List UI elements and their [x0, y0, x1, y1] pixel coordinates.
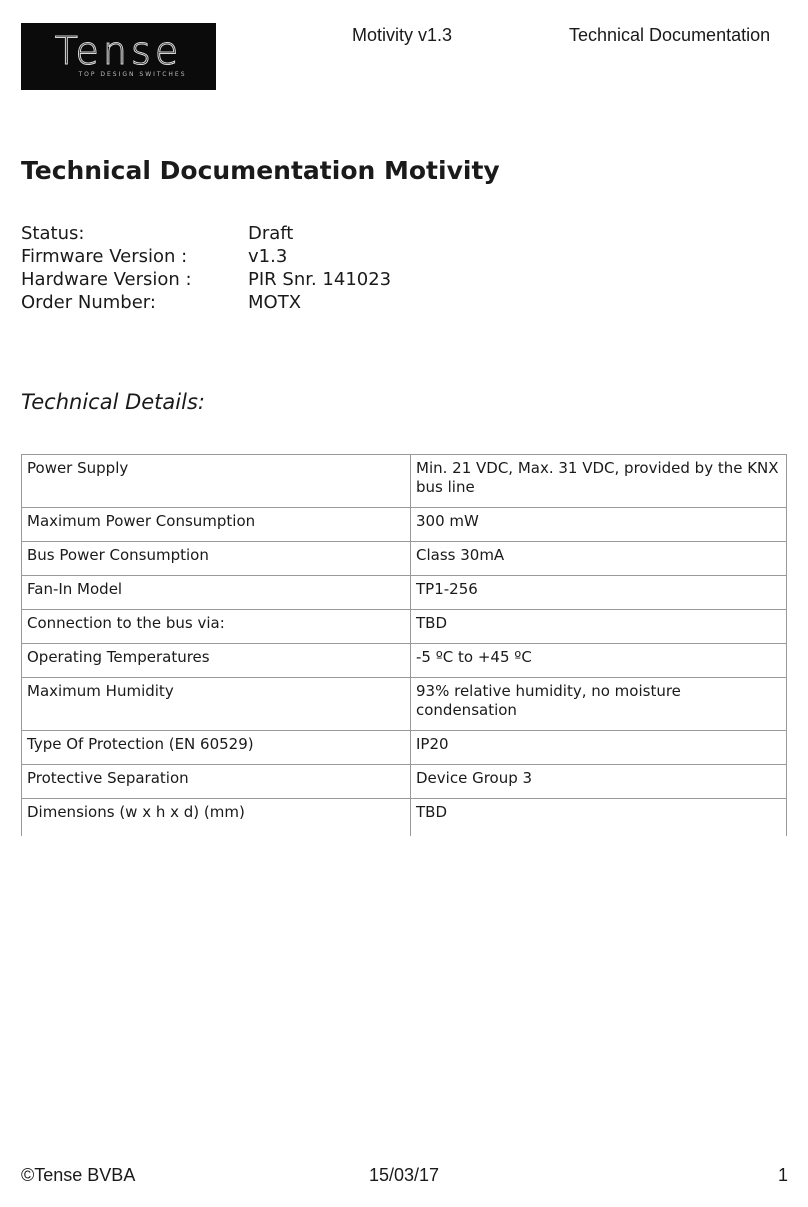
meta-value: Draft — [248, 223, 294, 244]
spec-value: -5 ºC to +45 ºC — [411, 644, 787, 678]
header-doc-type: Technical Documentation — [569, 25, 771, 45]
spec-label: Fan-In Model — [22, 576, 411, 610]
meta-value: v1.3 — [248, 246, 288, 267]
spec-value: 93% relative humidity, no moisture condensation — [411, 678, 787, 731]
table-row — [22, 455, 787, 508]
section-title: Technical Details: — [21, 390, 205, 414]
spec-label: Bus Power Consumption — [22, 542, 411, 576]
page-title: Technical Documentation Motivity — [21, 156, 500, 185]
spec-value: TP1-256 — [411, 576, 787, 610]
footer-page-number: 1 — [778, 1165, 789, 1185]
table-row — [22, 765, 787, 799]
spec-label: Connection to the bus via: — [22, 610, 411, 644]
spec-label: Protective Separation — [22, 765, 411, 799]
spec-label: Type Of Protection (EN 60529) — [22, 731, 411, 765]
spec-value: Class 30mA — [411, 542, 787, 576]
spec-label: Operating Temperatures — [22, 644, 411, 678]
spec-value: Device Group 3 — [411, 765, 787, 799]
spec-value: TBD — [411, 610, 787, 644]
meta-row-firmware — [21, 245, 391, 268]
spec-label: Dimensions (w x h x d) (mm) — [22, 799, 411, 837]
meta-row-hardware — [21, 268, 391, 291]
meta-label: Firmware Version : — [21, 246, 188, 267]
table-row — [22, 610, 787, 644]
spec-label: Maximum Humidity — [22, 678, 411, 731]
table-row — [22, 576, 787, 610]
meta-label: Order Number: — [21, 292, 156, 313]
table-row — [22, 508, 787, 542]
table-row — [22, 678, 787, 731]
meta-row-status — [21, 222, 391, 245]
table-row — [22, 542, 787, 576]
table-row — [22, 799, 787, 837]
meta-label: Hardware Version : — [21, 269, 192, 290]
meta-value: PIR Snr. 141023 — [248, 269, 392, 290]
spec-value: TBD — [411, 799, 787, 837]
meta-value: MOTX — [248, 292, 302, 313]
meta-row-order-number — [21, 291, 391, 314]
spec-value: 300 mW — [411, 508, 787, 542]
logo-wordmark: Tense — [54, 28, 183, 73]
header-product-version: Motivity v1.3 — [352, 25, 453, 45]
tense-logo — [21, 23, 216, 90]
footer-copyright: ©Tense BVBA — [21, 1165, 136, 1185]
document-meta — [21, 222, 391, 314]
footer-date: 15/03/17 — [369, 1165, 440, 1185]
spec-value: Min. 21 VDC, Max. 31 VDC, provided by the KNX bus line — [411, 455, 787, 508]
spec-label: Maximum Power Consumption — [22, 508, 411, 542]
technical-details-table — [21, 454, 787, 836]
spec-value: IP20 — [411, 731, 787, 765]
table-row — [22, 644, 787, 678]
table-row — [22, 731, 787, 765]
logo-tagline: TOP DESIGN SWITCHES — [78, 70, 187, 78]
meta-label: Status: — [21, 223, 85, 244]
spec-label: Power Supply — [22, 455, 411, 508]
